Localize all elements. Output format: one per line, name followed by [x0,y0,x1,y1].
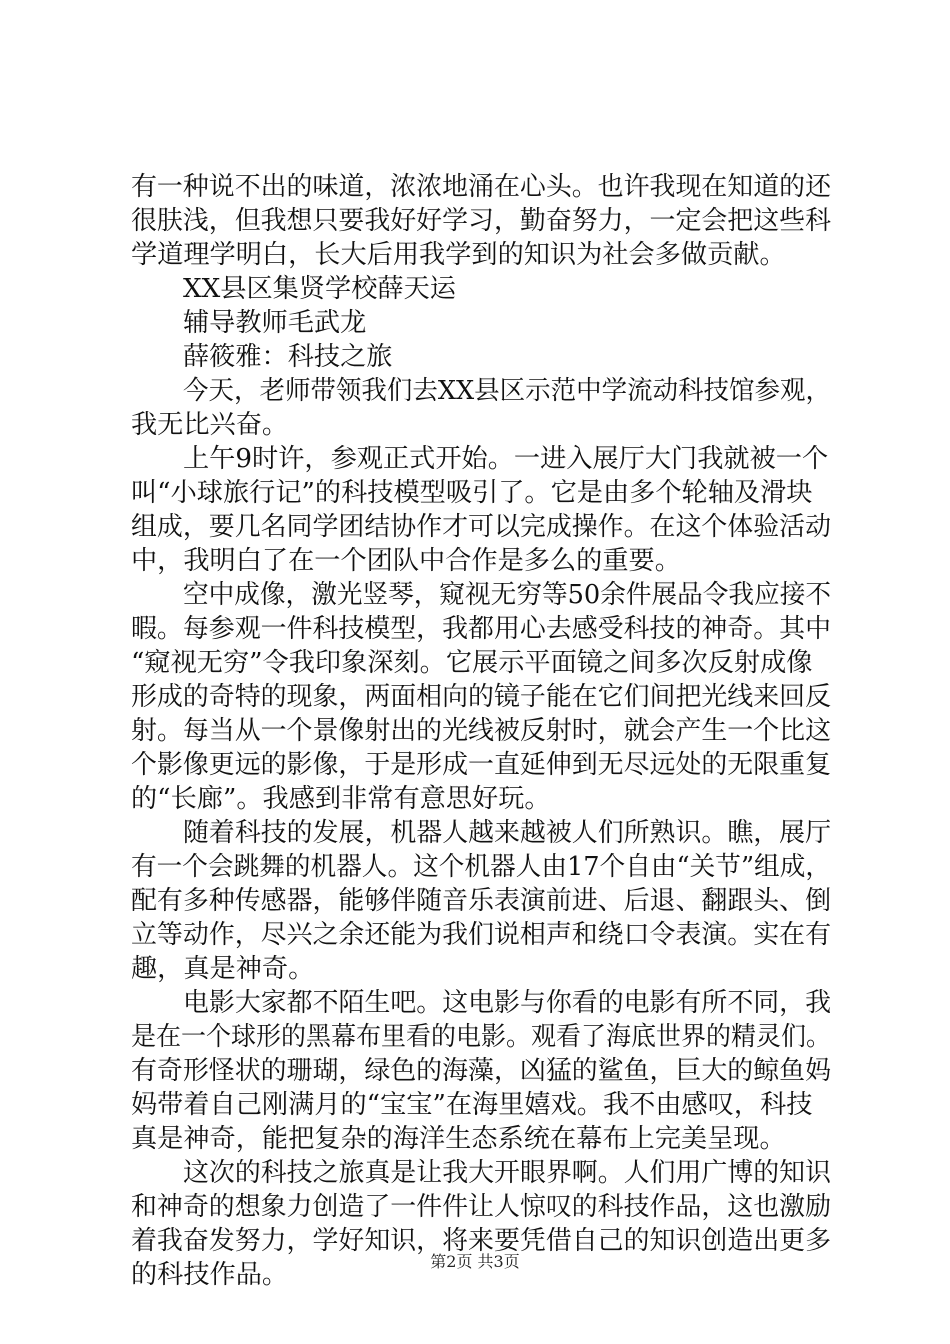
text-line: 薛筱雅：科技之旅 [183,342,393,372]
text-line: 射。每当从一个景像射出的光线被反射时，就会产生一个比这 [131,716,831,746]
text-line: 叫“小球旅行记”的科技模型吸引了。它是由多个轮轴及滑块 [131,478,813,508]
text-line: 组成，要几名同学团结协作才可以完成操作。在这个体验活动 [131,512,831,542]
text-line: 辅导教师毛武龙 [183,308,367,338]
text-line: 趣，真是神奇。 [131,954,315,984]
text-line: 和神奇的想象力创造了一件件让人惊叹的科技作品，这也激励 [131,1192,831,1222]
text-line: 着我奋发努力，学好知识，将来要凭借自己的知识创造出更多 [131,1226,831,1256]
text-line: 妈带着自己刚满月的“宝宝”在海里嬉戏。我不由感叹，科技 [131,1090,813,1120]
page-footer: 第2页 共3页 [430,1252,520,1271]
text-line: 真是神奇，能把复杂的海洋生态系统在幕布上完美呈现。 [131,1124,786,1154]
text-line: 有一种说不出的味道，浓浓地涌在心头。也许我现在知道的还 [131,172,831,202]
text-line: 随着科技的发展，机器人越来越被人们所熟识。瞧，展厅 [183,818,831,848]
text-line: 很肤浅，但我想只要我好好学习，勤奋努力，一定会把这些科 [131,206,831,236]
text-line: 学道理学明白，长大后用我学到的知识为社会多做贡献。 [131,240,786,270]
text-line: 有奇形怪状的珊瑚，绿色的海藻，凶猛的鲨鱼，巨大的鲸鱼妈 [131,1056,831,1086]
text-line: 的“长廊”。我感到非常有意思好玩。 [131,784,551,814]
text-line: 电影大家都不陌生吧。这电影与你看的电影有所不同，我 [183,988,831,1018]
text-line: 空中成像，激光竖琴，窥视无穷等50余件展品令我应接不 [183,580,831,610]
text-line: 有一个会跳舞的机器人。这个机器人由17个自由“关节”组成， [131,852,831,882]
text-line: 今天，老师带领我们去XX县区示范中学流动科技馆参观， [183,376,831,406]
text-line: 中，我明白了在一个团队中合作是多么的重要。 [131,546,681,576]
text-line: XX县区集贤学校薛天运 [183,274,456,304]
text-line: 我无比兴奋。 [131,410,289,440]
text-line: 立等动作，尽兴之余还能为我们说相声和绕口令表演。实在有 [131,920,831,950]
text-line: 暇。每参观一件科技模型，我都用心去感受科技的神奇。其中 [131,614,831,644]
text-line: 上午9时许，参观正式开始。一进入展厅大门我就被一个 [183,444,829,474]
text-line: 配有多种传感器，能够伴随音乐表演前进、后退、翻跟头、倒 [131,886,831,916]
text-line: “窥视无穷”令我印象深刻。它展示平面镜之间多次反射成像 [131,648,813,678]
text-line: 形成的奇特的现象，两面相向的镜子能在它们间把光线来回反 [131,682,831,712]
document-body [131,170,831,1292]
text-line: 这次的科技之旅真是让我大开眼界啊。人们用广博的知识 [183,1158,831,1188]
text-line: 个影像更远的影像，于是形成一直延伸到无尽远处的无限重复 [131,750,831,780]
text-line: 的科技作品。 [131,1260,289,1290]
text-line: 是在一个球形的黑幕布里看的电影。观看了海底世界的精灵们。 [131,1022,831,1052]
